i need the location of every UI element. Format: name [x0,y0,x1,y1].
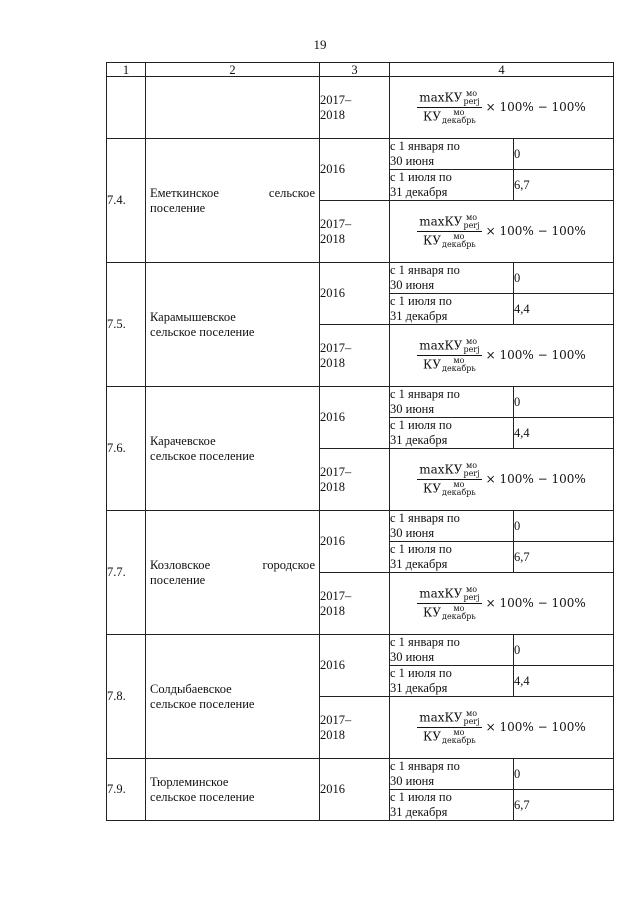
period-cell: с 1 июля по 31 декабря [390,666,514,697]
settlement-name-cell: Карамышевское сельское поселение [146,263,320,387]
period-cell: с 1 января по 30 июня [390,263,514,294]
tariff-table [106,62,614,821]
value-cell: 0 [514,139,614,170]
header-col-2: 2 [146,63,320,77]
table-row [107,77,614,139]
period-cell: с 1 июля по 31 декабря [390,294,514,325]
settlement-name-cell: Еметкинское сельское поселение [146,139,320,263]
table-row [107,511,614,542]
year-cell: 2017– 2018 [320,449,390,511]
period-cell: с 1 января по 30 июня [390,759,514,790]
value-cell: 0 [514,759,614,790]
year-cell: 2017– 2018 [320,201,390,263]
year-cell: 2017– 2018 [320,325,390,387]
year-cell: 2016 [320,263,390,325]
header-col-1: 1 [107,63,146,77]
formula [417,90,586,125]
formula-numerator: maxКУ мо perj [419,337,480,354]
formula-cell [390,697,614,759]
formula-tail: × 100% − 100% [485,224,586,238]
year-cell: 2017– 2018 [320,573,390,635]
header-col-3: 3 [320,63,390,77]
row-number-cell: 7.8. [107,635,146,759]
period-cell: с 1 января по 30 июня [390,511,514,542]
formula-numerator: maxКУ мо perj [419,585,480,602]
value-cell: 0 [514,263,614,294]
header-col-4: 4 [390,63,614,77]
page-number: 19 [313,37,327,52]
row-number-cell: 7.9. [107,759,146,821]
year-cell: 2016 [320,139,390,201]
value-cell: 6,7 [514,790,614,821]
formula-denominator: КУ мо декабрь [423,356,476,373]
formula-tail: × 100% − 100% [485,348,586,362]
table-row [107,263,614,294]
formula [417,586,586,621]
formula-cell [390,325,614,387]
table-row [107,139,614,170]
settlement-name-cell: Козловское городское поселение [146,511,320,635]
table-row [107,635,614,666]
value-cell: 6,7 [514,170,614,201]
formula-denominator: КУ мо декабрь [423,728,476,745]
formula [417,710,586,745]
value-cell: 4,4 [514,294,614,325]
formula [417,338,586,373]
formula-cell [390,573,614,635]
value-cell: 0 [514,511,614,542]
value-cell: 4,4 [514,666,614,697]
formula-denominator: КУ мо декабрь [423,108,476,125]
formula-cell [390,201,614,263]
period-cell: с 1 июля по 31 декабря [390,790,514,821]
year-cell: 2016 [320,635,390,697]
formula [417,214,586,249]
row-number-cell: 7.4. [107,139,146,263]
formula-numerator: maxКУ мо perj [419,461,480,478]
formula-cell [390,449,614,511]
table-row [107,759,614,790]
period-cell: с 1 июля по 31 декабря [390,170,514,201]
formula-fraction [417,710,481,745]
value-cell: 0 [514,635,614,666]
formula-tail: × 100% − 100% [485,596,586,610]
value-cell: 6,7 [514,542,614,573]
formula-fraction [417,90,481,125]
year-cell: 2017– 2018 [320,697,390,759]
row-number-cell [107,77,146,139]
formula-fraction [417,462,481,497]
formula-fraction [417,338,481,373]
formula-denominator: КУ мо декабрь [423,604,476,621]
formula-denominator: КУ мо декабрь [423,480,476,497]
formula [417,462,586,497]
year-cell: 2016 [320,387,390,449]
year-cell: 2017– 2018 [320,77,390,139]
name-cell [146,77,320,139]
formula-cell [390,77,614,139]
table-row [107,387,614,418]
formula-numerator: maxКУ мо perj [419,89,480,106]
row-number-cell: 7.5. [107,263,146,387]
year-cell: 2016 [320,511,390,573]
settlement-name-cell: Тюрлеминское сельское поселение [146,759,320,821]
period-cell: с 1 января по 30 июня [390,139,514,170]
formula-tail: × 100% − 100% [485,100,586,114]
row-number-cell: 7.6. [107,387,146,511]
value-cell: 4,4 [514,418,614,449]
formula-fraction [417,214,481,249]
row-number-cell: 7.7. [107,511,146,635]
year-cell: 2016 [320,759,390,821]
period-cell: с 1 января по 30 июня [390,635,514,666]
formula-tail: × 100% − 100% [485,720,586,734]
period-cell: с 1 января по 30 июня [390,387,514,418]
settlement-name-cell: Карачевское сельское поселение [146,387,320,511]
header-row [107,63,614,77]
period-cell: с 1 июля по 31 декабря [390,542,514,573]
formula-numerator: maxКУ мо perj [419,213,480,230]
value-cell: 0 [514,387,614,418]
formula-tail: × 100% − 100% [485,472,586,486]
settlement-name-cell: Солдыбаевское сельское поселение [146,635,320,759]
formula-numerator: maxКУ мо perj [419,709,480,726]
formula-fraction [417,586,481,621]
formula-denominator: КУ мо декабрь [423,232,476,249]
period-cell: с 1 июля по 31 декабря [390,418,514,449]
